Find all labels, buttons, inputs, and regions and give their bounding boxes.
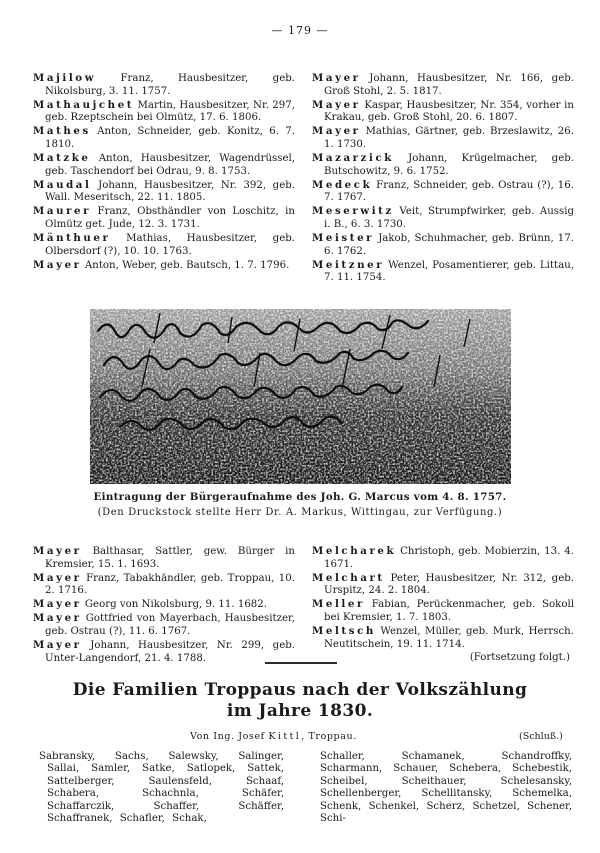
entry-surname: Mänthuer xyxy=(33,232,111,245)
register-entry xyxy=(33,152,295,178)
figure-caption-title: Eintragung der Bürgeraufnahme des Joh. G. Marcus vom 4. 8. 1757. xyxy=(93,491,507,503)
entry-surname: Mathes xyxy=(33,125,91,138)
entry-surname: Melchart xyxy=(312,571,385,584)
entry-surname: Mayer xyxy=(33,258,82,271)
register-entry xyxy=(312,125,574,151)
entry-surname: Mayer xyxy=(312,125,361,138)
entry-surname: Mayer xyxy=(33,598,82,611)
conclusion-note: (Schluß.) xyxy=(519,731,563,742)
entry-surname: Mayer xyxy=(33,612,82,625)
entry-surname: Meister xyxy=(312,232,375,245)
register-entry xyxy=(312,179,574,205)
register-entry xyxy=(312,545,574,571)
register-entry xyxy=(312,99,574,125)
register-entry xyxy=(312,205,574,231)
byline-suffix: , Troppau. xyxy=(301,731,357,742)
register-entry xyxy=(33,545,295,571)
entry-surname: Mayer xyxy=(33,545,82,557)
register-column-top-right xyxy=(312,72,574,286)
entry-surname: Mayer xyxy=(33,571,82,584)
continuation-note: (Fortsetzung folgt.) xyxy=(469,652,570,664)
article-byline xyxy=(190,731,357,742)
register-entry xyxy=(33,598,295,612)
register-column-bottom-right xyxy=(312,545,574,665)
entry-text: Kaspar, Hausbesitzer, Nr. 354, vorher in Krakau, geb. Groß Stohl, 20. 6. 1807. xyxy=(324,99,574,124)
entry-text: Wenzel, Posamentierer, geb. Littau, 7. 11. 1754. xyxy=(324,259,574,284)
register-entry xyxy=(33,125,295,151)
register-entry xyxy=(33,205,295,231)
register-entry xyxy=(33,572,295,598)
register-entry xyxy=(312,259,574,285)
entry-text: Jakob, Schuhmacher, geb. Brünn, 17. 6. 1762. xyxy=(324,233,574,257)
entry-text: Fabian, Perückenmacher, geb. Sokoll bei Kremsier, 1. 7. 1803. xyxy=(324,599,574,623)
family-names-column-right xyxy=(320,751,572,825)
entry-text: Peter, Hausbesitzer, Nr. 312, geb. Urspitz, 24. 2. 1804. xyxy=(324,572,574,597)
entry-surname: Matzke xyxy=(33,152,91,165)
entry-text: Franz, Schneider, geb. Ostrau (?), 16. 7. 1767. xyxy=(324,179,574,204)
entry-surname: Mayer xyxy=(312,98,361,111)
entry-surname: Maurer xyxy=(33,205,92,218)
register-entry xyxy=(312,232,574,258)
entry-text: Anton, Weber, geb. Bautsch, 1. 7. 1796. xyxy=(84,259,290,271)
family-names-column-left xyxy=(39,751,284,825)
register-entry xyxy=(33,232,295,258)
article-title xyxy=(40,680,560,722)
register-entry xyxy=(33,72,295,98)
entry-surname: Mayer xyxy=(33,639,82,652)
figure-caption-credit: (Den Druckstock stellte Herr Dr. A. Markus, Wittingau, zur Verfügung.) xyxy=(97,507,503,518)
register-column-top-left xyxy=(33,72,295,273)
entry-text: Johann, Krügelmacher, geb. Butschowitz, 9. 6. 1752. xyxy=(324,153,574,177)
family-names-text: Schaller, Schamanek, Schandroffky, Scharmann, Schauer, Schebera, Schebestik, Scheibel, Scheithauer, Schelesansky, Schellenberger, Schellitansky, Schemelka, Schenk, Schenkel, Scherz, Schetzel, Schener, Schi- xyxy=(320,751,572,825)
article-title-line-1: Die Familien Troppaus nach der Volkszählung xyxy=(72,680,528,700)
entry-text: Mathias, Gärtner, geb. Brzeslawitz, 26. 1. 1730. xyxy=(324,126,574,150)
entry-text: Franz, Obsthändler von Loschitz, in Olmütz get. Jude, 12. 3. 1731. xyxy=(45,206,295,231)
register-entry xyxy=(312,598,574,624)
byline-author: Kittl xyxy=(268,731,302,742)
byline-prefix: Von Ing. Josef xyxy=(190,731,265,742)
entry-surname: Mazarzick xyxy=(312,152,394,165)
entry-text: Franz, Tabakhändler, geb. Troppau, 10. 2. 1716. xyxy=(45,572,295,597)
entry-text: Johann, Hausbesitzer, Nr. 299, geb. Unter-Langendorf, 21. 4. 1788. xyxy=(45,640,295,664)
section-divider xyxy=(265,662,337,664)
entry-text: Gottfried von Mayerbach, Hausbesitzer, geb. Ostrau (?), 11. 6. 1767. xyxy=(45,613,295,638)
register-column-bottom-left xyxy=(33,545,295,666)
entry-text: Mathias, Hausbesitzer, geb. Olbersdorf (?), 10. 10. 1763. xyxy=(45,233,295,257)
entry-text: Balthasar, Sattler, gew. Bürger in Kremsier, 15. 1. 1693. xyxy=(45,546,295,570)
entry-surname: Meitzner xyxy=(312,258,385,271)
entry-surname: Maudal xyxy=(33,178,92,191)
entry-text: Veit, Strumpfwirker, geb. Aussig i. B., 6. 3. 1730. xyxy=(324,206,574,231)
register-entry xyxy=(33,612,295,638)
register-entry xyxy=(33,179,295,205)
entry-text: Franz, Hausbesitzer, geb. Nikolsburg, 3. 11. 1757. xyxy=(45,73,295,97)
register-entry xyxy=(312,152,574,178)
handwritten-register-photo xyxy=(90,309,511,484)
entry-text: Martin, Hausbesitzer, Nr. 297, geb. Rzeptschein bei Olmütz, 17. 6. 1806. xyxy=(45,99,295,124)
entry-surname: Medeck xyxy=(312,178,373,191)
entry-text: Johann, Hausbesitzer, Nr. 166, geb. Groß Stohl, 2. 5. 1817. xyxy=(324,73,574,97)
register-entry xyxy=(33,99,295,125)
family-names-text: Sabransky, Sachs, Salewsky, Salinger, Sallai, Samler, Satke, Satlopek, Sattek, Sattelberger, Saulensfeld, Schaaf, Schabera, Schachnla, Schäfer, Schaffarczik, Schaffer, Schäffer, Schaffranek, Schafler, Schak, xyxy=(39,751,284,825)
register-entry xyxy=(33,259,295,273)
article-title-line-2: im Jahre 1830. xyxy=(226,701,374,721)
register-entry xyxy=(312,625,574,651)
entry-text: Anton, Hausbesitzer, Wagendrüssel, geb. Taschendorf bei Odrau, 9. 8. 1753. xyxy=(45,153,295,177)
entry-text: Georg von Nikolsburg, 9. 11. 1682. xyxy=(84,599,268,611)
entry-text: Christoph, geb. Mobierzin, 13. 4. 1671. xyxy=(324,546,574,570)
entry-text: Johann, Hausbesitzer, Nr. 392, geb. Wall. Meseritsch, 22. 11. 1805. xyxy=(45,179,295,204)
register-entry xyxy=(312,72,574,98)
entry-surname: Meller xyxy=(312,598,365,611)
entry-text: Anton, Schneider, geb. Konitz, 6. 7. 1810. xyxy=(45,126,295,150)
register-entry xyxy=(312,572,574,598)
register-entry xyxy=(33,639,295,665)
entry-text: Wenzel, Müller, geb. Murk, Herrsch. Neutitschein, 19. 11. 1714. xyxy=(324,626,574,650)
entry-surname: Meserwitz xyxy=(312,205,394,218)
entry-surname: Melcharek xyxy=(312,545,397,557)
page-number: — 179 — xyxy=(271,24,329,37)
entry-surname: Majilow xyxy=(33,72,97,84)
entry-surname: Mayer xyxy=(312,72,361,84)
entry-surname: Mathaujchet xyxy=(33,98,135,111)
entry-surname: Meltsch xyxy=(312,625,376,638)
